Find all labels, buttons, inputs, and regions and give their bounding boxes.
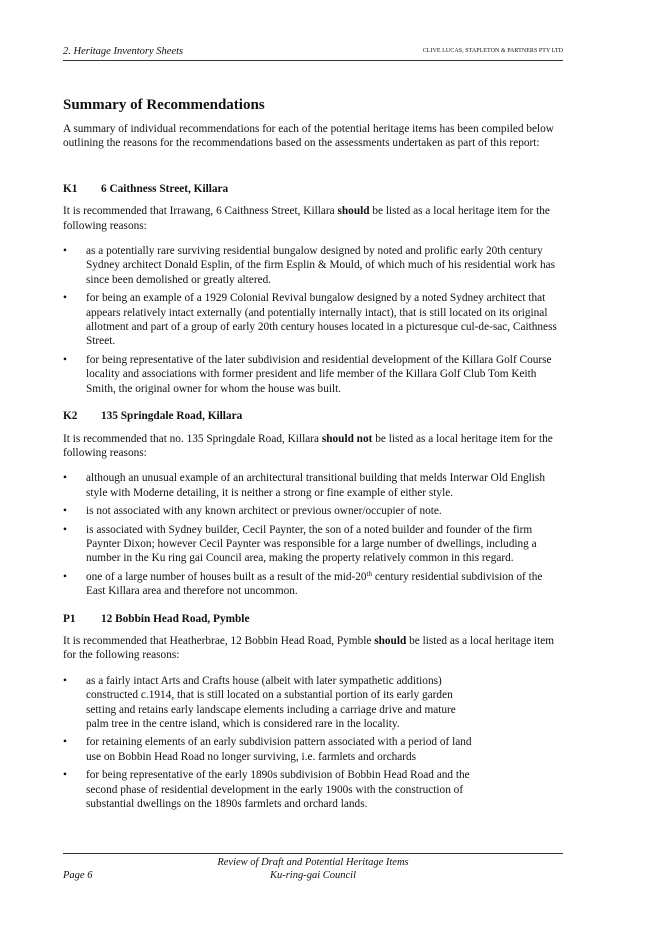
recommendation-text: It is recommended that Heatherbrae, 12 Bobbin Head Road, Pymble [63, 634, 375, 647]
section-code: K1 [63, 182, 78, 195]
recommendation-statement [63, 204, 563, 233]
bullet-icon: • [63, 472, 67, 485]
reason-list [63, 244, 563, 396]
reason-text: as a fairly intact Arts and Crafts house (albeit with later sympathetic additions) constructed c.1914, that is still located on a substantial portion of its early garden setting and retains early landscape elements including a carriage drive and mature palm tree in the centre island, which is considered rare in the locality. [86, 674, 456, 730]
reason-text: century residential subdivision of the East Killara area and therefore not uncommon. [86, 570, 543, 598]
reason-item [63, 570, 563, 599]
reason-text: for being representative of the early 1890s subdivision of Bobbin Head Road and the second phase of residential development in the early 1900s with the construction of substantial dwellings on the 1890s farmlets and orchard lands. [86, 769, 470, 811]
running-header [63, 46, 563, 61]
bullet-icon: • [63, 769, 67, 782]
section-k2 [63, 409, 563, 598]
recommendation-statement [63, 432, 563, 461]
section-k1 [63, 182, 563, 396]
recommendation-text: It is recommended that no. 135 Springdale Road, Killara [63, 432, 322, 445]
ordinal-superscript: th [366, 569, 373, 578]
footer-report-name: Review of Draft and Potential Heritage Items [217, 857, 409, 868]
bullet-icon: • [63, 292, 67, 305]
section-address: 135 Springdale Road, Killara [101, 410, 243, 423]
reason-item [63, 504, 563, 518]
page-content [63, 96, 563, 815]
intro-paragraph: A summary of individual recommendations for each of the potential heritage items has been compiled below outlining the reasons for the recommendations based on the assessments undertaken as part of this report: [63, 123, 554, 150]
section-heading [63, 612, 563, 626]
recommendation-text: It is recommended that Irrawang, 6 Caithness Street, Killara [63, 205, 338, 218]
recommendation-statement [63, 634, 563, 663]
recommendation-verdict: should [337, 205, 370, 218]
bullet-icon: • [63, 570, 67, 583]
bullet-icon: • [63, 353, 67, 366]
section-heading [63, 409, 563, 423]
bullet-icon: • [63, 674, 67, 687]
reason-text: is associated with Sydney builder, Cecil Paynter, the son of a noted builder and founder of the firm Paynter Dixon; however Cecil Paynter was responsible for a large number of dwellings, including a number in the Ku ring gai Council area, making the property relatively common in this regard. [86, 523, 537, 565]
bullet-icon: • [63, 505, 67, 518]
reason-text: is not associated with any known architect or previous owner/occupier of note. [86, 505, 442, 518]
reason-list [63, 471, 563, 598]
section-code: K2 [63, 410, 78, 423]
section-address: 12 Bobbin Head Road, Pymble [101, 612, 250, 625]
reason-text: although an unusual example of an architectural transitional building that melds Interwar Old English style with Moderne detailing, it is neither a strong or fine example of either style. [86, 472, 545, 499]
recommendation-text: be listed as a local heritage item for the following reasons: [63, 634, 555, 662]
section-address: 6 Caithness Street, Killara [101, 182, 229, 195]
footer-council-name: Ku-ring-gai Council [269, 870, 357, 881]
recommendation-text: be listed as a local heritage item for the following reasons: [63, 432, 553, 459]
reason-text: for being representative of the later subdivision and residential development of the Killara Golf Course locality and associations with former president and life member of the Killara Golf Club Tom Keith Smith, the original owner for whom the house was built. [86, 353, 552, 395]
bullet-icon: • [63, 736, 67, 749]
reason-item [63, 674, 563, 732]
reason-text: for being an example of a 1929 Colonial Revival bungalow designed by a noted Sydney architect that appears relatively intact externally (and potentially internally intact), that is still located on its original allotment and part of a group of early 20th century houses located in a picturesque cul-de-sac, Caithness Street. [86, 292, 557, 348]
reason-item [63, 353, 563, 396]
page-title: Summary of Recommendations [63, 97, 265, 113]
bullet-icon: • [63, 245, 67, 258]
section-p1 [63, 612, 563, 812]
recommendation-verdict: should not [321, 432, 373, 445]
reason-item [63, 523, 563, 566]
reason-item [63, 291, 563, 349]
recommendation-text: be listed as a local heritage item for the following reasons: [63, 205, 550, 232]
reason-list [63, 674, 563, 812]
page-number: Page 6 [63, 870, 93, 881]
header-section-title: 2. Heritage Inventory Sheets [63, 46, 184, 57]
reason-item [63, 735, 563, 764]
reason-item [63, 471, 563, 500]
recommendation-verdict: should [374, 634, 407, 647]
reason-text: as a potentially rare surviving residential bungalow designed by noted and prolific early 20th century Sydney architect Donald Esplin, of the firm Esplin & Mould, of which much of his residential work has since been demolished or greatly altered. [86, 245, 556, 286]
section-code: P1 [63, 612, 76, 625]
section-heading [63, 182, 563, 196]
reason-item [63, 244, 563, 287]
header-company-name: CLIVE LUCAS, STAPLETON & PARTNERS PTY LTD [422, 48, 563, 54]
reason-text: for retaining elements of an early subdivision pattern associated with a period of land use on Bobbin Head Road no longer surviving, i.e. farmlets and orchards [86, 736, 472, 763]
footer-document-title [63, 854, 563, 882]
reason-text: one of a large number of houses built as a result of the mid-20 [86, 570, 367, 583]
running-footer [63, 853, 563, 882]
bullet-icon: • [63, 523, 67, 536]
reason-item [63, 768, 563, 811]
